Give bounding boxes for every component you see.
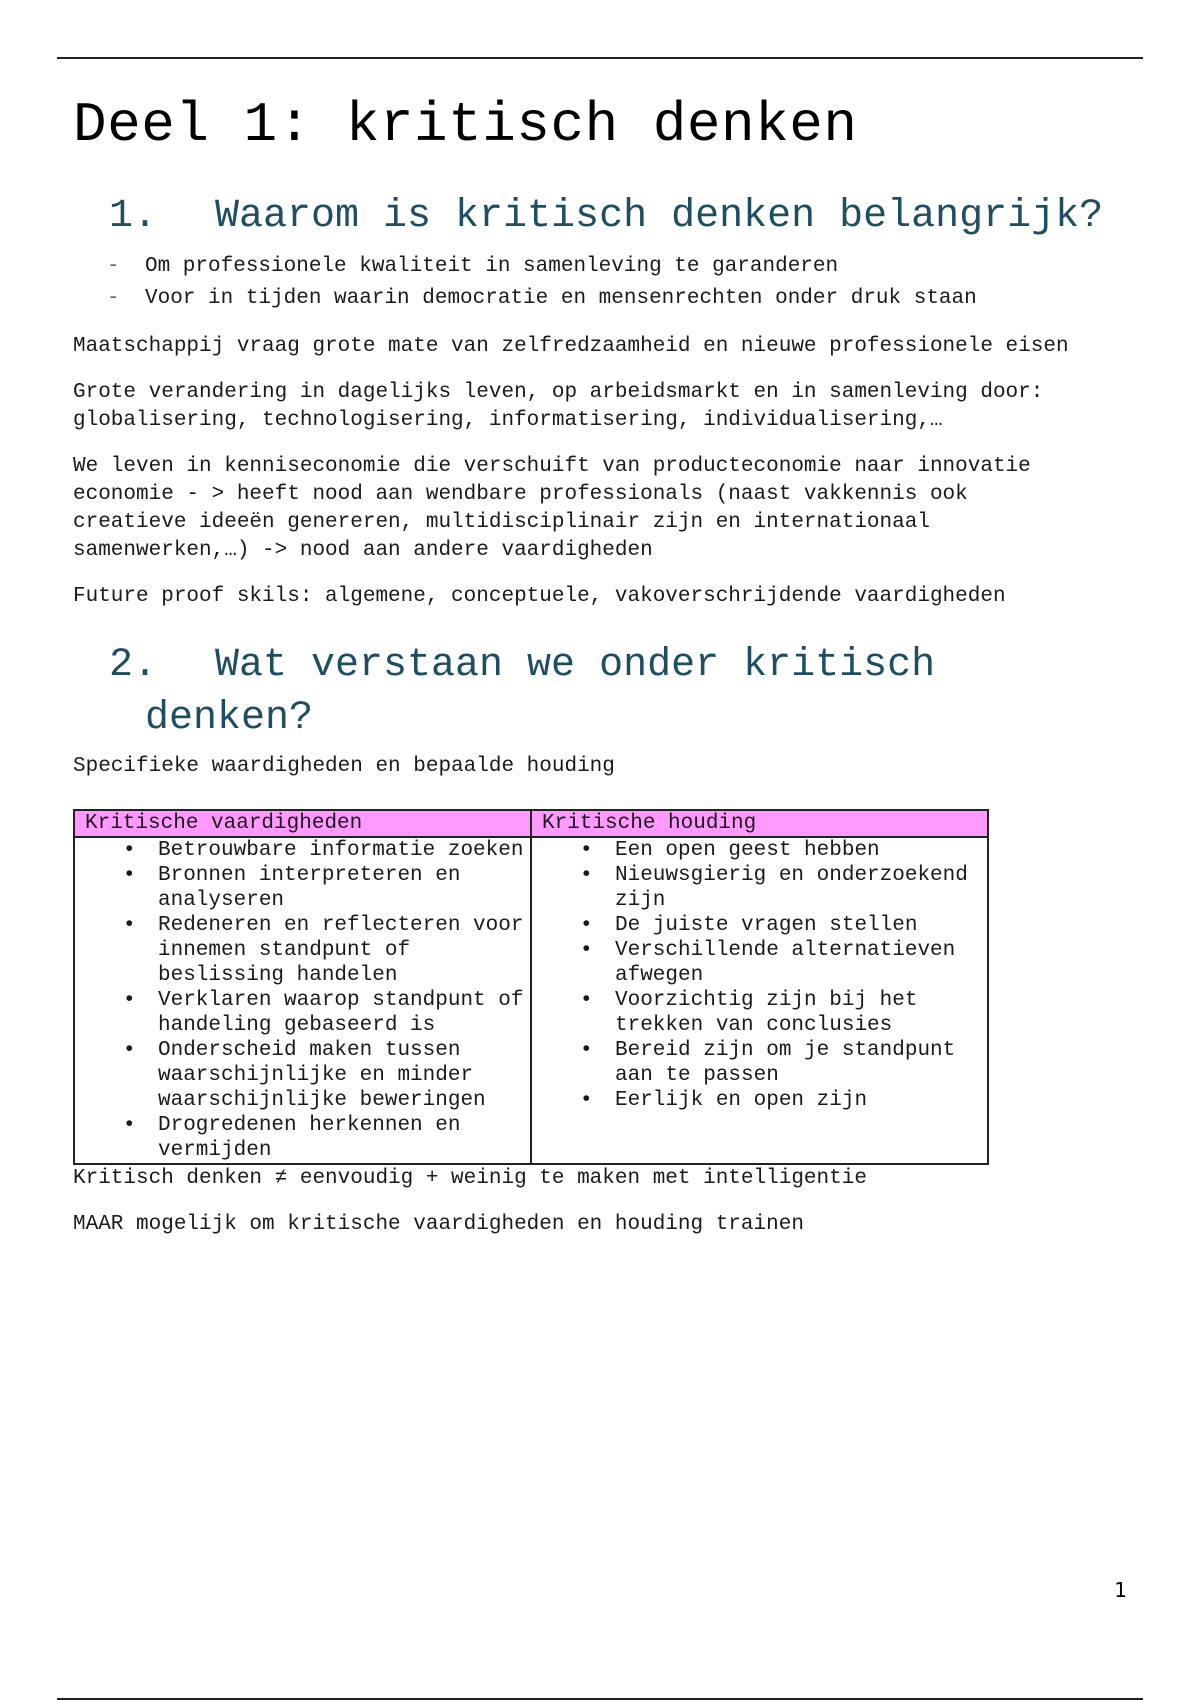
table-row <box>74 837 988 1164</box>
list-item <box>532 988 981 1038</box>
list-item-text: Onderscheid maken tussen waarschijnlijke en minder waarschijnlijke beweringen <box>158 1039 486 1112</box>
attitude-list <box>532 838 987 1113</box>
list-item-text: Bereid zijn om je standpunt aan te passen <box>615 1039 956 1087</box>
section-1-heading <box>73 190 1133 243</box>
list-item <box>75 838 524 863</box>
skills-list <box>75 838 530 1163</box>
dash-marker: - <box>107 287 120 310</box>
list-item-text: Drogredenen herkennen en vermijden <box>158 1114 461 1162</box>
list-item <box>75 1038 524 1113</box>
bullet-marker: • <box>580 1039 593 1062</box>
paragraph-knowledge-economy: We leven in kenniseconomie die verschuift van producteconomie naar innovatie economie - > heeft nood aan wendbare professionals (naast vakkennis ook creatieve ideeën genereren, multidisciplinair zijn en internationaal samenwerken,…) -> nood aan andere vaardigheden <box>73 455 1031 562</box>
list-item <box>532 1088 981 1113</box>
document-title: Deel 1: kritisch denken <box>73 93 858 157</box>
bullet-marker: • <box>580 939 593 962</box>
list-item-text: Om professionele kwaliteit in samenleving te garanderen <box>145 255 839 278</box>
list-item <box>532 913 981 938</box>
table-header-attitude: Kritische houding <box>531 810 988 837</box>
bullet-marker: • <box>123 839 136 862</box>
list-item <box>75 1113 524 1163</box>
list-item <box>532 838 981 863</box>
skills-cell <box>74 837 531 1164</box>
list-item <box>532 863 981 913</box>
section-1-title: Waarom is kritisch denken belangrijk? <box>215 194 1104 239</box>
bullet-marker: • <box>123 1039 136 1062</box>
table-header-skills: Kritische vaardigheden <box>74 810 531 837</box>
list-item-text: Voorzichtig zijn bij het trekken van conclusies <box>615 989 918 1037</box>
table-header-row <box>74 810 988 837</box>
note-intelligence: Kritisch denken ≠ eenvoudig + weinig te maken met intelligentie <box>73 1167 867 1190</box>
section-2-intro: Specifieke waardigheden en bepaalde houding <box>73 755 615 778</box>
section-1-bullet-list <box>73 251 1133 315</box>
section-2-title-line2: denken? <box>145 696 314 741</box>
top-rule <box>57 57 1143 59</box>
critical-thinking-table <box>73 809 989 1165</box>
bullet-marker: • <box>580 989 593 1012</box>
bullet-marker: • <box>123 914 136 937</box>
list-item-text: Verschillende alternatieven afwegen <box>615 939 956 987</box>
dash-marker: - <box>107 255 120 278</box>
bullet-marker: • <box>123 1114 136 1137</box>
bullet-marker: • <box>580 1089 593 1112</box>
list-item-text: Redeneren en reflecteren voor innemen standpunt of beslissing handelen <box>158 914 524 987</box>
paragraph-society: Maatschappij vraag grote mate van zelfredzaamheid en nieuwe professionele eisen <box>73 335 1069 358</box>
section-1-number: 1. <box>109 194 158 239</box>
list-item-text: Bronnen interpreteren en analyseren <box>158 864 461 912</box>
paragraph-changes: Grote verandering in dagelijks leven, op arbeidsmarkt en in samenleving door: globalisering, technologisering, informatisering, individualisering,… <box>73 381 1044 432</box>
list-item <box>532 1038 981 1088</box>
section-2-title-line1: Wat verstaan we onder kritisch <box>215 643 936 688</box>
note-trainable: MAAR mogelijk om kritische vaardigheden en houding trainen <box>73 1213 804 1236</box>
list-item <box>75 988 524 1038</box>
list-item-text: Een open geest hebben <box>615 839 880 862</box>
paragraph-future-proof: Future proof skils: algemene, conceptuele, vakoverschrijdende vaardigheden <box>73 585 1006 608</box>
list-item-text: Nieuwsgierig en onderzoekend zijn <box>615 864 968 912</box>
list-item-text: Voor in tijden waarin democratie en mensenrechten onder druk staan <box>145 287 977 310</box>
list-item-text: Eerlijk en open zijn <box>615 1089 868 1112</box>
list-item <box>75 863 524 913</box>
bullet-marker: • <box>580 839 593 862</box>
list-item-text: Betrouwbare informatie zoeken <box>158 839 524 862</box>
list-item <box>532 938 981 988</box>
bullet-marker: • <box>580 914 593 937</box>
list-item <box>75 913 524 988</box>
attitude-cell <box>531 837 988 1164</box>
page-number: 1 <box>1114 1578 1127 1602</box>
list-item-text: De juiste vragen stellen <box>615 914 918 937</box>
bullet-marker: • <box>123 989 136 1012</box>
list-item <box>73 251 1133 283</box>
list-item-text: Verklaren waarop standpunt of handeling gebaseerd is <box>158 989 524 1037</box>
bullet-marker: • <box>123 864 136 887</box>
bullet-marker: • <box>580 864 593 887</box>
section-2-number: 2. <box>109 643 158 688</box>
page-content <box>73 88 1133 1239</box>
section-2-heading <box>73 639 1133 745</box>
list-item <box>73 283 1133 315</box>
